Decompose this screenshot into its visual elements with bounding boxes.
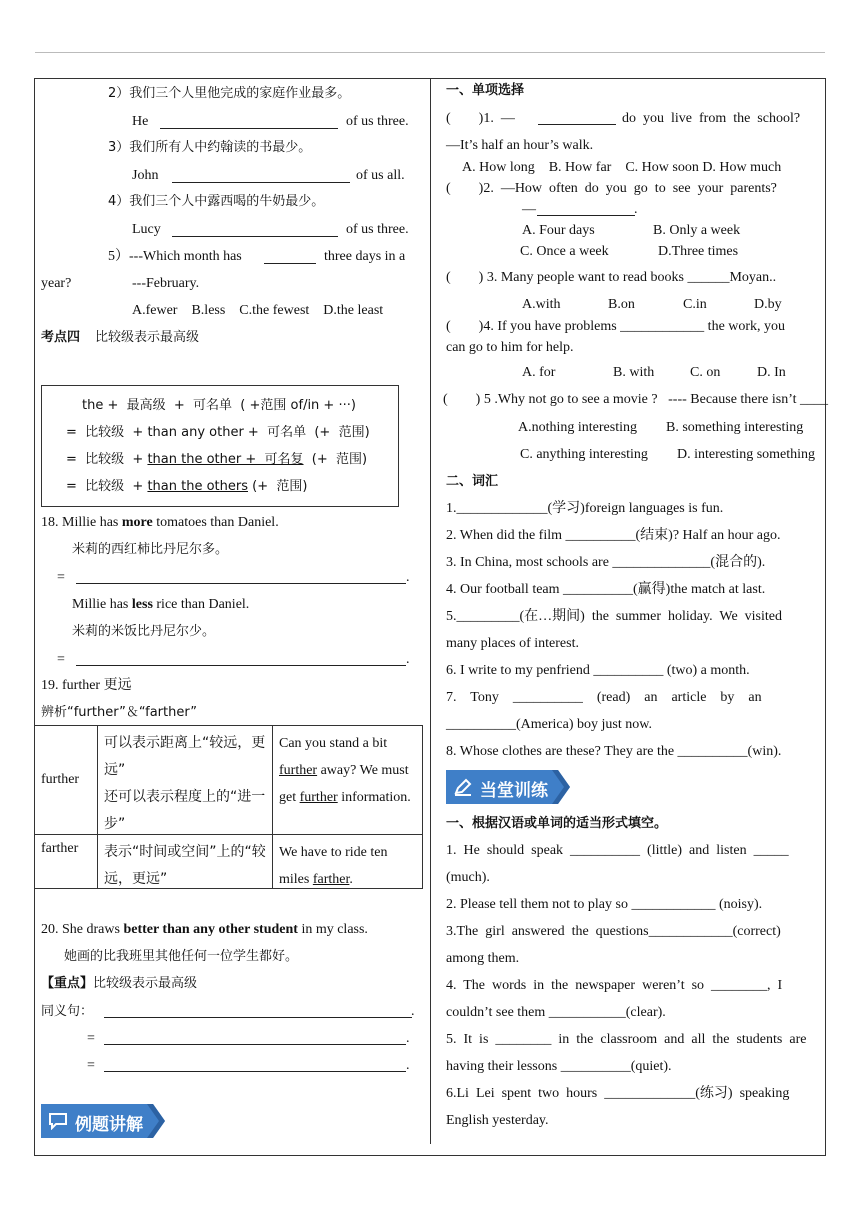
formula-row-3	[66, 451, 367, 469]
s18b-sentence	[72, 596, 249, 614]
table-farther-word: farther	[34, 834, 98, 889]
mc-q3-option-b: B.on	[608, 297, 635, 312]
practice-banner	[446, 770, 570, 804]
mc-q3-option-c: C.in	[683, 297, 707, 312]
mc-q2-option-d: D.Three times	[658, 244, 739, 259]
table-further-word: further	[34, 725, 98, 835]
s18-text-b: tomatoes than Daniel.	[152, 515, 279, 530]
fill-4-a: 4. The words in the newspaper weren’t so ________, I	[446, 978, 783, 993]
s18b-dot: .	[406, 652, 410, 667]
vocab-6: 6. I write to my penfriend __________ (two) a month.	[446, 663, 750, 678]
section-3-title: 一、根据汉语或单词的适当形式填空。	[446, 816, 668, 831]
vocab-4: 4. Our football team __________(赢得)the match at last.	[446, 582, 766, 597]
q5-blank	[264, 263, 316, 264]
fill-6-b: English yesterday.	[446, 1113, 549, 1128]
s18-sentence	[41, 514, 279, 532]
q3-blank	[172, 182, 350, 183]
column-divider	[430, 78, 431, 1144]
key-point-text: 比较级表示最高级	[93, 976, 198, 991]
point4-title: 考点四	[41, 330, 81, 345]
vocab-7-a: 7. Tony __________ (read) an article by an	[446, 690, 762, 705]
vocab-5-b: many places of interest.	[446, 636, 579, 651]
q4-tail: of us three.	[346, 222, 409, 237]
example-banner-label: 例题讲解	[75, 1115, 143, 1135]
synonym-dot-3: .	[406, 1058, 410, 1073]
example-banner	[41, 1104, 165, 1138]
formula-row-3-underlined: than the other + 可名复	[147, 452, 304, 467]
further-example-1-word: further	[279, 763, 318, 778]
q5-answer: ---February.	[132, 276, 200, 291]
further-example-2-a: We must get	[279, 763, 409, 805]
mc-q3-option-d: D.by	[754, 297, 782, 312]
q2-tail: of us three.	[346, 114, 409, 129]
fill-6-a: 6.Li Lei spent two hours _____________(练习) speaking	[446, 1086, 790, 1101]
formula-row-4-underlined: than the others	[147, 479, 248, 494]
formula-row-4	[66, 478, 307, 496]
mc-q5-option-d: D. interesting something	[677, 447, 816, 462]
mc-q1-blank	[538, 124, 616, 125]
q4-subject: Lucy	[132, 222, 161, 237]
table-farther-meaning: 表示“时间或空间”上的“较远，更远”	[97, 834, 273, 889]
vocab-3: 3. In China, most schools are ______________(混合的).	[446, 555, 766, 570]
fill-3-a: 3.The girl answered the questions____________(correct)	[446, 924, 781, 939]
formula-row-3-eq: = 比较级 +	[66, 452, 148, 467]
fill-5-b: having their lessons __________(quiet).	[446, 1059, 672, 1074]
s18-dot: .	[406, 570, 410, 585]
mc-q2-blank	[537, 215, 635, 216]
s18b-blank	[76, 665, 406, 666]
fill-4-b: couldn’t see them ___________(clear).	[446, 1005, 666, 1020]
s19-title: 19. further 更远	[41, 678, 132, 693]
s18b-bold: less	[131, 597, 153, 612]
practice-banner-label: 当堂训练	[480, 781, 548, 801]
mc-q5-question: ( ) 5 .Why not go to see a movie ? ---- Because there isn’t ____	[443, 392, 829, 407]
q3-subject: John	[132, 168, 159, 183]
mc-q3-question: ( ) 3. Many people want to read books ______Moyan..	[446, 270, 777, 285]
mc-q4-question-a: ( )4. If you have problems ____________ the work, you	[446, 319, 786, 334]
s18-text-a: 18. Millie has	[41, 515, 122, 530]
q5-options: A.fewer B.less C.the fewest D.the least	[132, 303, 384, 318]
s20-text-b: in my class.	[297, 922, 368, 937]
s18-chinese: 米莉的西红柿比丹尼尔多。	[72, 542, 229, 557]
further-example-1-a: Can you stand a bit	[279, 736, 388, 751]
formula-row-4-tail: (+ 范围)	[248, 479, 308, 494]
mc-q2-dot: .	[634, 202, 638, 217]
s18-eq: =	[57, 570, 65, 585]
mc-q5-option-a: A.nothing interesting	[518, 420, 637, 435]
fill-5-a: 5. It is ________ in the classroom and all the students are	[446, 1032, 807, 1047]
mc-q1-b: do you live from the school?	[622, 111, 801, 126]
mc-q5-option-c: C. anything interesting	[520, 447, 648, 462]
key-point-label: 【重点】	[41, 976, 94, 991]
synonym-eq-3: =	[87, 1058, 95, 1073]
mc-q5-option-b: B. something interesting	[666, 420, 804, 435]
fill-2: 2. Please tell them not to play so ____________ (noisy).	[446, 897, 763, 912]
q5-text-b: three days in a	[324, 249, 406, 264]
mc-q4-option-a: A. for	[522, 365, 556, 380]
s18b-eq: =	[57, 652, 65, 667]
fill-3-b: among them.	[446, 951, 520, 966]
table-further-meaning: 可以表示距离上“较远，更远” 还可以表示程度上的“进一步”	[97, 725, 273, 835]
mc-q1-a: ( )1. —	[446, 111, 515, 126]
mc-q2-dash: —	[522, 202, 536, 217]
further-example-2-b: information.	[337, 790, 411, 805]
mc-q2-option-a: A. Four days	[522, 223, 595, 238]
q2-subject: He	[132, 114, 149, 129]
s18b-text-a: Millie has	[72, 597, 132, 612]
s18b-chinese: 米莉的米饭比丹尼尔少。	[72, 624, 216, 639]
vocab-7-b: __________(America) boy just now.	[446, 717, 652, 732]
s19-chinese: 辨析“further”＆“farther”	[41, 705, 197, 720]
farther-example-b: .	[349, 872, 353, 887]
synonym-eq-2: =	[87, 1031, 95, 1046]
q4-blank	[172, 236, 338, 237]
q3-tail: of us all.	[356, 168, 405, 183]
vocab-2: 2. When did the film __________(结束)? Half an hour ago.	[446, 528, 781, 543]
mc-q2-question: ( )2. —How often do you go to see your parents?	[446, 181, 777, 196]
further-example-2-word: further	[299, 790, 338, 805]
mc-q2-option-b: B. Only a week	[653, 223, 741, 238]
mc-q4-option-c: C. on	[690, 365, 721, 380]
q4-chinese: 4）我们三个人中露西喝的牛奶最少。	[108, 194, 325, 209]
s18-blank	[76, 583, 406, 584]
q3-chinese: 3）我们所有人中约翰读的书最少。	[108, 140, 312, 155]
s18-bold: more	[121, 515, 153, 530]
table-further-examples	[272, 725, 423, 835]
mc-q4-option-b: B. with	[613, 365, 655, 380]
farther-example-word: farther	[312, 872, 350, 887]
q2-blank	[160, 128, 338, 129]
formula-row-4-eq: = 比较级 +	[66, 479, 148, 494]
speech-bubble-icon	[48, 1112, 68, 1130]
formula-row-1: the + 最高级 + 可名单 ( +范围 of/in + ···)	[82, 398, 356, 413]
vocab-5-a: 5._________(在…期间) the summer holiday. We visited	[446, 609, 782, 624]
formula-row-3-tail: (+ 范围)	[303, 452, 368, 467]
pencil-icon	[453, 778, 473, 796]
synonym-dot-1: .	[411, 1004, 415, 1019]
mc-q2-option-c: C. Once a week	[520, 244, 609, 259]
vocab-1: 1._____________(学习)foreign languages is fun.	[446, 501, 724, 516]
q5-year: year?	[41, 276, 72, 291]
synonym-blank-1	[104, 1017, 412, 1018]
s20-text-a: 20. She draws	[41, 922, 124, 937]
mc-q1-options: A. How long B. How far C. How soon D. How much	[462, 160, 782, 175]
synonym-blank-3	[104, 1071, 406, 1072]
s20-sentence	[41, 921, 368, 939]
vocab-8: 8. Whose clothes are these? They are the __________(win).	[446, 744, 782, 759]
mc-q4-question-b: can go to him for help.	[446, 340, 574, 355]
synonym-label: 同义句：	[41, 1004, 94, 1019]
section-1-title: 一、单项选择	[446, 83, 525, 98]
fill-1-a: 1. He should speak __________ (little) and listen _____	[446, 843, 789, 858]
mc-q4-option-d: D. In	[757, 365, 786, 380]
point4-text: 比较级表示最高级	[95, 330, 200, 345]
formula-row-2: = 比较级 + than any other + 可名单 (+ 范围)	[66, 425, 370, 440]
header-rule	[35, 52, 825, 53]
further-example-1-b: away?	[317, 763, 357, 778]
farther-example-a: We have to ride ten miles	[279, 845, 388, 887]
key-point	[41, 975, 197, 993]
synonym-blank-2	[104, 1044, 406, 1045]
synonym-dot-2: .	[406, 1031, 410, 1046]
s20-chinese: 她画的比我班里其他任何一位学生都好。	[64, 949, 299, 964]
section-2-title: 二、词汇	[446, 474, 499, 489]
table-farther-example	[272, 834, 423, 889]
s18b-text-b: rice than Daniel.	[152, 597, 250, 612]
q2-chinese: 2）我们三个人里他完成的家庭作业最多。	[108, 86, 351, 101]
mc-q1-answer: —It’s half an hour’s walk.	[446, 138, 594, 153]
fill-1-b: (much).	[446, 870, 490, 885]
s20-bold: better than any other student	[123, 922, 298, 937]
mc-q3-option-a: A.with	[522, 297, 561, 312]
q5-text-a: 5）---Which month has	[108, 249, 242, 264]
